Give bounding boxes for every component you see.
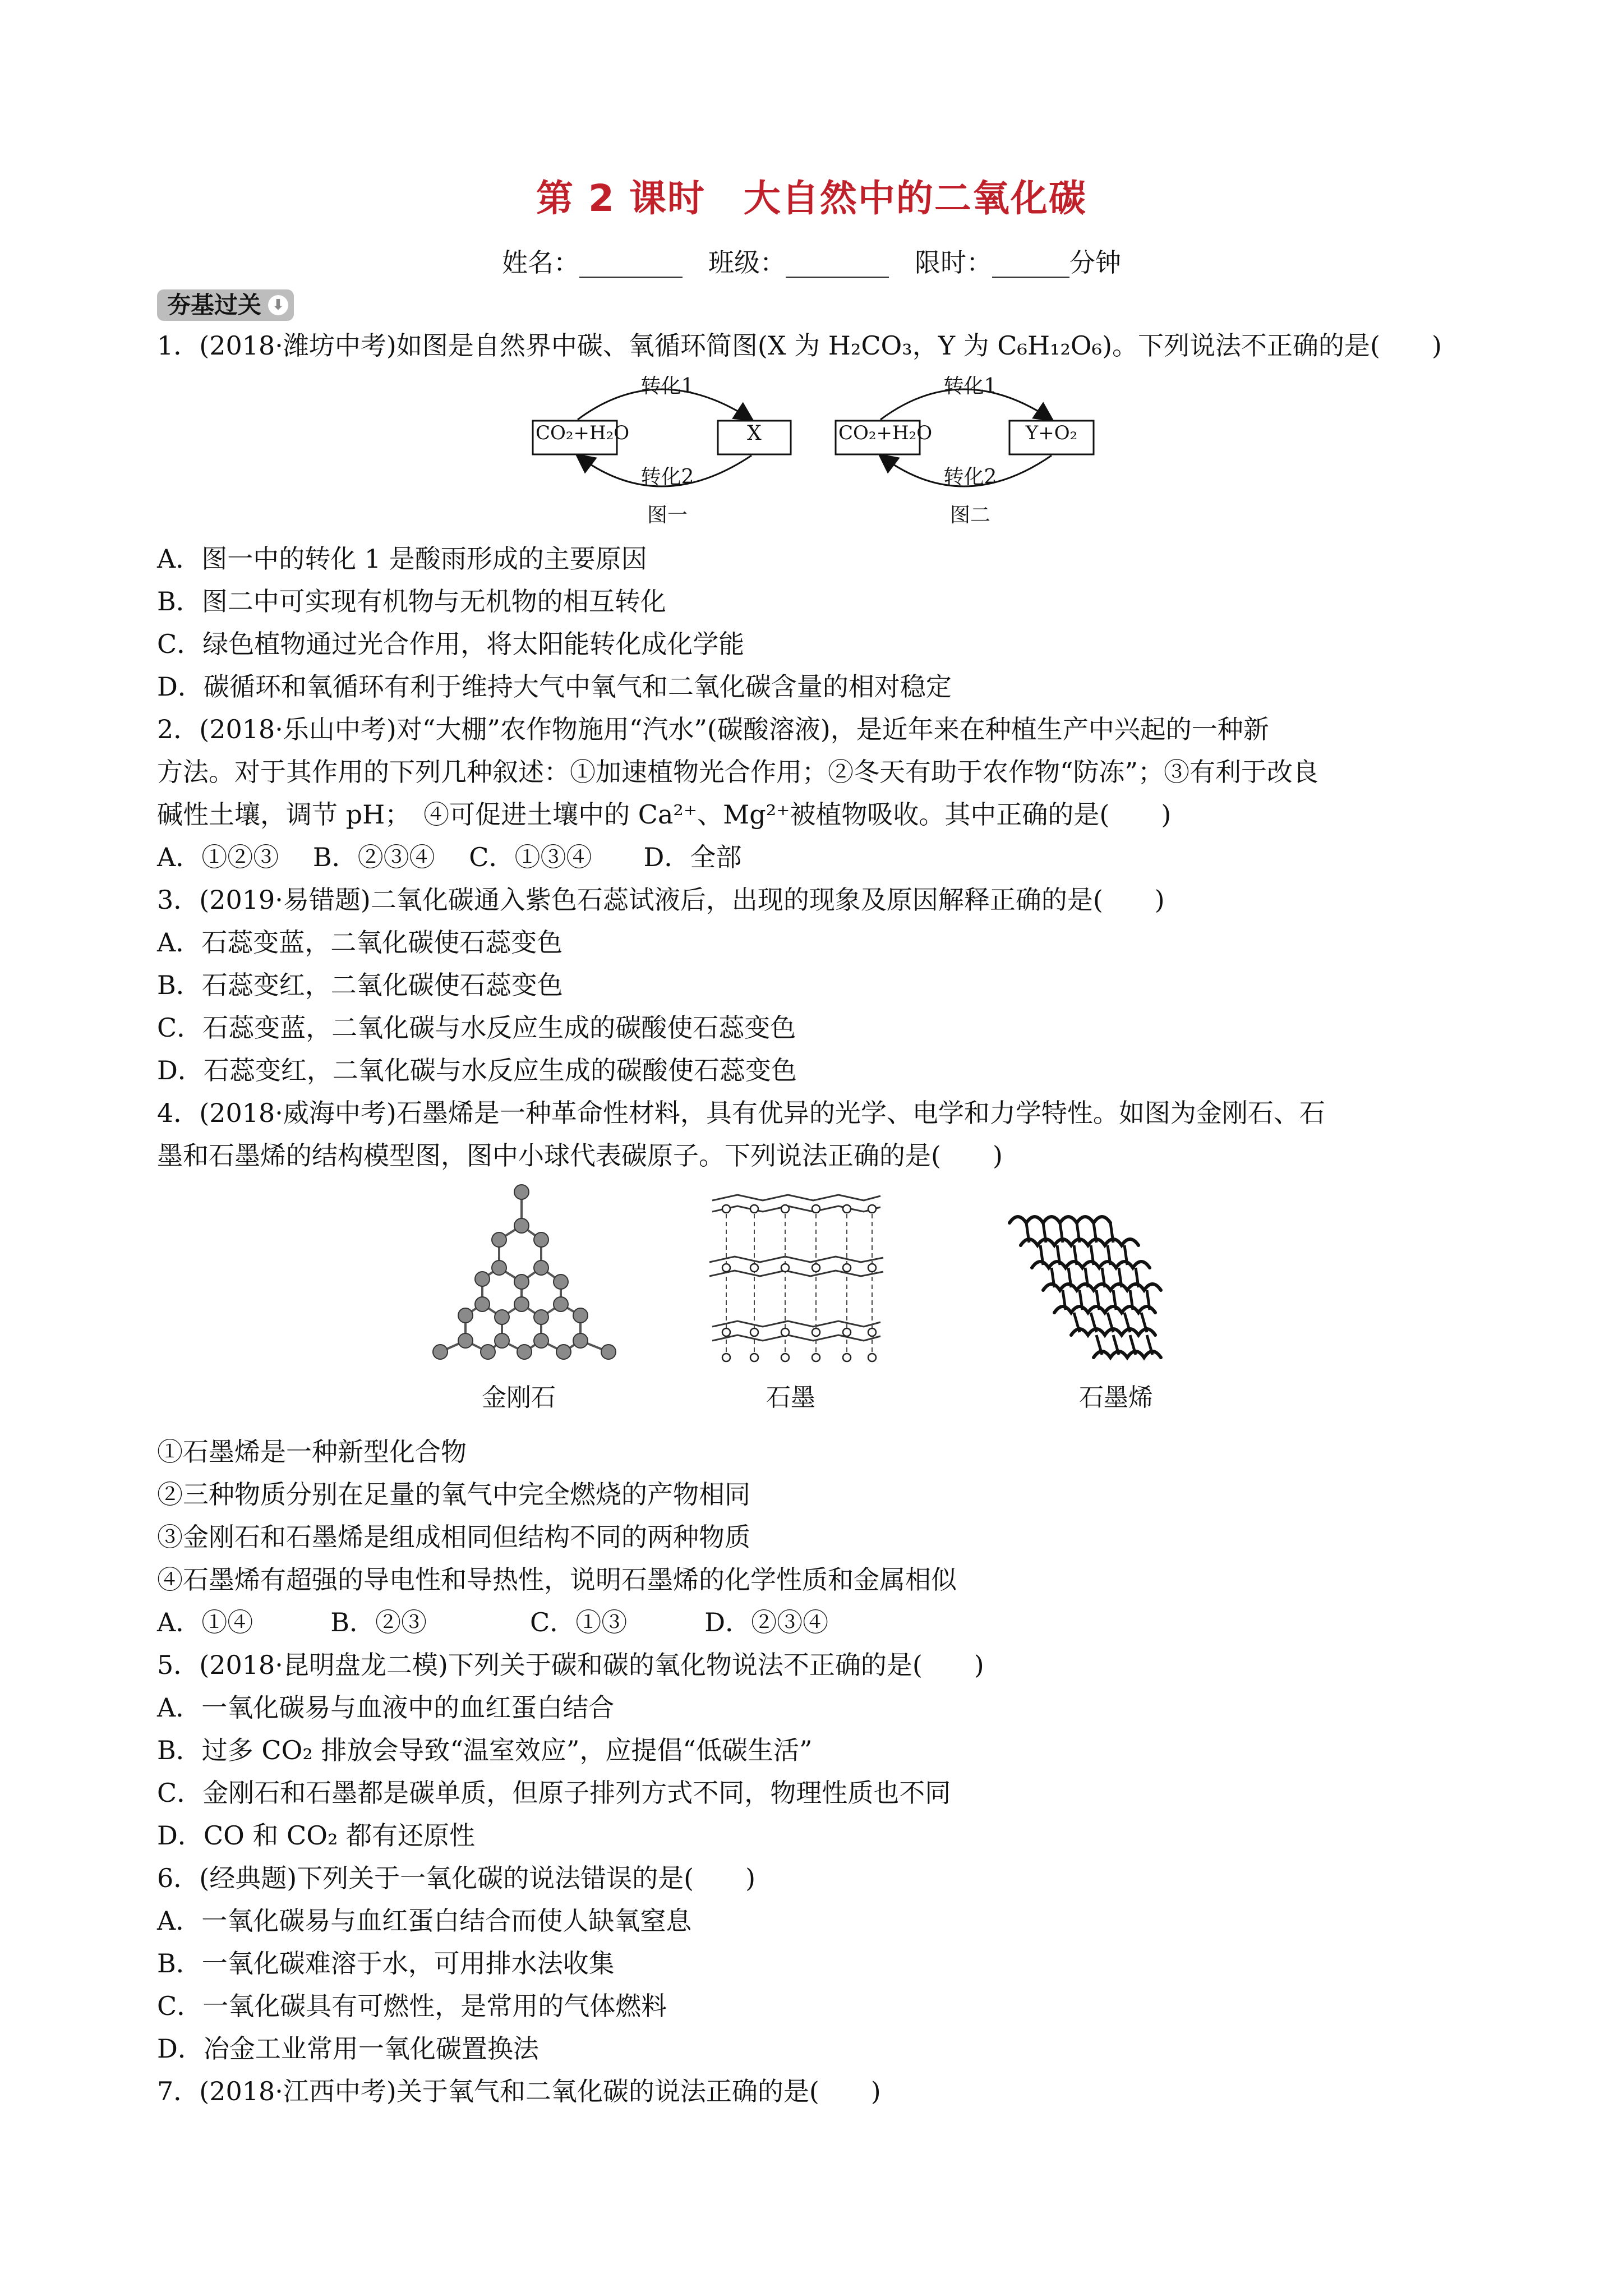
graphene-structure-model	[998, 1200, 1200, 1369]
q2-options: A．①②③ B．②③④ C．①③④ D．全部	[157, 842, 742, 872]
q3-stem: 3．(2019·易错题)二氧化碳通入紫色石蕊试液后，出现的现象及原因解释正确的是( )	[157, 885, 1165, 915]
q1-option-c: C．绿色植物通过光合作用，将太阳能转化成化学能	[157, 629, 745, 659]
fig2-caption: 图二	[949, 504, 990, 527]
fig1-top-label: 转化1	[640, 375, 694, 398]
q5-option-b: B．过多 CO₂ 排放会导致“温室效应”，应提倡“低碳生活”	[157, 1735, 813, 1765]
diamond-structure-model	[415, 1184, 639, 1380]
section-label: 夯基过关	[167, 291, 262, 319]
q7-stem: 7．(2018·江西中考)关于氧气和二氧化碳的说法正确的是( )	[157, 2076, 881, 2106]
fig2-top-label: 转化1	[943, 375, 997, 398]
q4-statement-1: ①石墨烯是一种新型化合物	[157, 1437, 467, 1467]
q1-option-d: D．碳循环和氧循环有利于维持大气中氧气和二氧化碳含量的相对稳定	[157, 671, 952, 702]
fig1-left-box: CO₂+H₂O	[536, 422, 630, 444]
fig1-right-box: X	[747, 422, 762, 445]
q4-line-1: 4．(2018·威海中考)石墨烯是一种革命性材料，具有优异的光学、电学和力学特性。如图为金刚石、石	[157, 1098, 1325, 1128]
fig1-bottom-label: 转化2	[640, 466, 694, 489]
q5-stem: 5．(2018·昆明盘龙二模)下列关于碳和碳的氧化物说法不正确的是( )	[157, 1650, 984, 1680]
graphite-caption: 石墨	[766, 1383, 815, 1412]
q5-option-d: D．CO 和 CO₂ 都有还原性	[157, 1820, 476, 1851]
fig1-caption: 图一	[647, 504, 688, 527]
fig2-left-box: CO₂+H₂O	[838, 422, 933, 444]
q3-option-b: B．石蕊变红，二氧化碳使石蕊变色	[157, 970, 563, 1000]
q6-option-c: C．一氧化碳具有可燃性，是常用的气体燃料	[157, 1991, 667, 2021]
q2-line-1: 2．(2018·乐山中考)对“大棚”农作物施用“汽水”(碳酸溶液)，是近年来在种植生产中兴起的一种新	[157, 714, 1269, 744]
down-arrow-icon: ⬇	[268, 295, 288, 315]
section-badge	[157, 289, 294, 321]
q4-statement-4: ④石墨烯有超强的导电性和导热性，说明石墨烯的化学性质和金属相似	[157, 1565, 957, 1595]
q2-line-2: 方法。对于其作用的下列几种叙述：①加速植物光合作用；②冬天有助于农作物“防冻”；③有利于改良	[157, 757, 1319, 787]
q4-statement-3: ③金刚石和石墨烯是组成相同但结构不同的两种物质	[157, 1522, 750, 1552]
student-info-line: 姓名：________ 班级：________ 限时：______分钟	[502, 247, 1121, 278]
q6-option-d: D．冶金工业常用一氧化碳置换法	[157, 2033, 539, 2064]
q6-option-a: A．一氧化碳易与血红蛋白结合而使人缺氧窒息	[157, 1906, 692, 1936]
graphene-caption: 石墨烯	[1079, 1383, 1153, 1412]
q3-option-a: A．石蕊变蓝，二氧化碳使石蕊变色	[157, 927, 563, 958]
q1-option-a: A．图一中的转化 1 是酸雨形成的主要原因	[157, 544, 647, 574]
fig2-bottom-label: 转化2	[943, 466, 997, 489]
q1-option-b: B．图二中可实现有机物与无机物的相互转化	[157, 586, 666, 616]
q5-option-c: C．金刚石和石墨都是碳单质，但原子排列方式不同，物理性质也不同	[157, 1778, 951, 1808]
q2-line-3: 碱性土壤，调节 pH； ④可促进土壤中的 Ca²⁺、Mg²⁺被植物吸收。其中正确的是( )	[157, 799, 1172, 830]
diamond-caption: 金刚石	[482, 1383, 556, 1412]
q6-stem: 6．(经典题)下列关于一氧化碳的说法错误的是( )	[157, 1863, 756, 1893]
q4-statement-2: ②三种物质分别在足量的氧气中完全燃烧的产物相同	[157, 1479, 750, 1510]
page-title: 第 2 课时 大自然中的二氧化碳	[536, 177, 1087, 220]
q3-option-c: C．石蕊变蓝，二氧化碳与水反应生成的碳酸使石蕊变色	[157, 1013, 796, 1043]
q4-options: A．①④ B．②③ C．①③ D．②③④	[157, 1607, 829, 1637]
q5-option-a: A．一氧化碳易与血液中的血红蛋白结合	[157, 1692, 615, 1723]
graphite-structure-model	[704, 1189, 889, 1374]
q4-line-2: 墨和石墨烯的结构模型图，图中小球代表碳原子。下列说法正确的是( )	[157, 1140, 1003, 1171]
q3-option-d: D．石蕊变红，二氧化碳与水反应生成的碳酸使石蕊变色	[157, 1055, 797, 1085]
q6-option-b: B．一氧化碳难溶于水，可用排水法收集	[157, 1948, 615, 1978]
fig2-right-box: Y+O₂	[1025, 422, 1078, 444]
q1-stem: 1．(2018·潍坊中考)如图是自然界中碳、氧循环简图(X 为 H₂CO₃，Y 为 C₆H₁₂O₆)。下列说法不正确的是( )	[157, 330, 1442, 361]
